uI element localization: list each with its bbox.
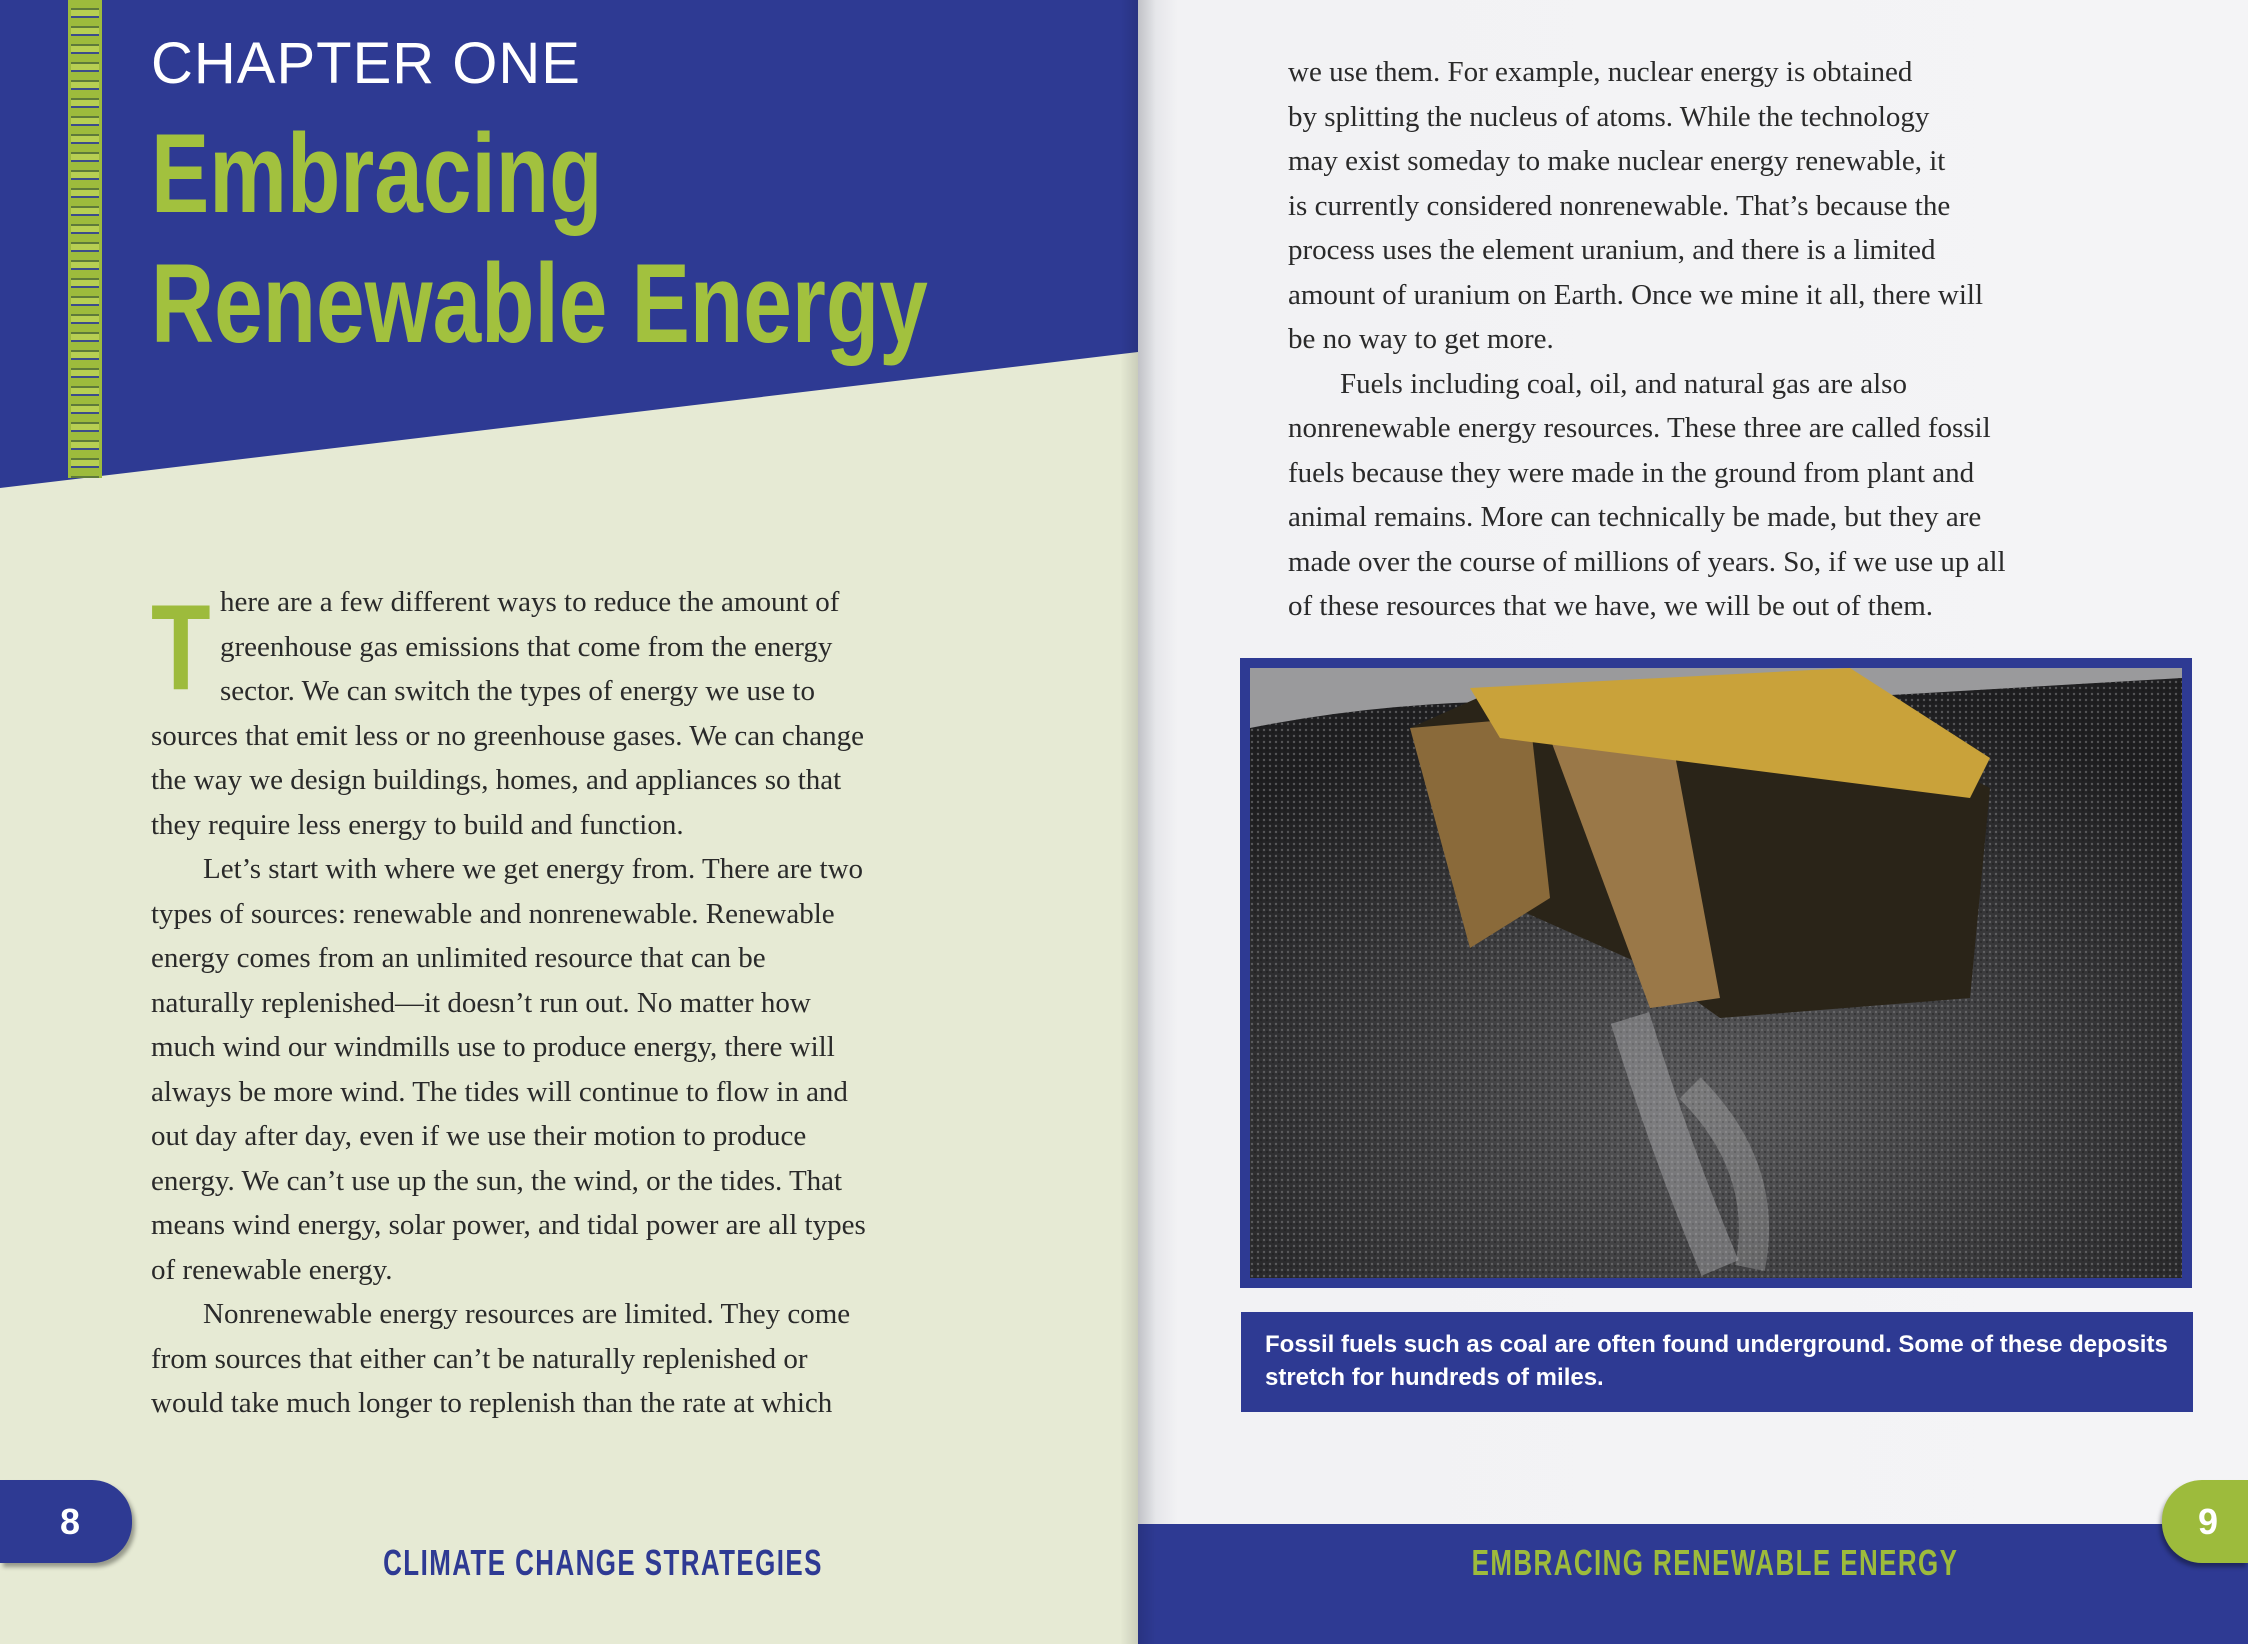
footer-series-title: CLIMATE CHANGE STRATEGIES xyxy=(383,1542,823,1583)
text-line: Fuels including coal, oil, and natural gas are also xyxy=(1340,367,1907,400)
drop-cap: T xyxy=(151,579,211,715)
text-line: by splitting the nucleus of atoms. While the technology xyxy=(1288,100,1930,133)
right-body-text xyxy=(1288,50,2006,629)
text-line: may exist someday to make nuclear energy renewable, it xyxy=(1288,145,1946,177)
text-line: would take much longer to replenish than the rate at which xyxy=(151,1387,833,1419)
text-line: amount of uranium on Earth. Once we mine it all, there will xyxy=(1288,278,1983,311)
book-gutter xyxy=(1120,0,1156,1644)
decorative-border-strip xyxy=(68,0,102,478)
left-body-text xyxy=(151,580,866,1426)
text-line: process uses the element uranium, and there is a limited xyxy=(1288,234,1936,266)
text-line: is currently considered nonrenewable. That’s because the xyxy=(1288,189,1951,222)
coal-bucket-photo xyxy=(1240,658,2192,1288)
text-line: the way we design buildings, homes, and appliances so that xyxy=(151,764,842,796)
text-line: animal remains. More can technically be made, but they are xyxy=(1288,501,1982,533)
text-line: here are a few different ways to reduce the amount of xyxy=(220,586,840,618)
text-line: made over the course of millions of years. So, if we use up all xyxy=(1288,545,2006,578)
page-number-8: 8 xyxy=(0,1480,132,1563)
page-number-9: 9 xyxy=(2162,1480,2248,1563)
text-line: from sources that either can’t be naturally replenished or xyxy=(151,1342,808,1375)
text-line: they require less energy to build and function. xyxy=(151,808,684,841)
text-line: always be more wind. The tides will continue to flow in and xyxy=(151,1075,848,1108)
text-line: fuels because they were made in the ground from plant and xyxy=(1288,456,1975,489)
text-line: of these resources that we have, we will be out of them. xyxy=(1288,590,1934,622)
chapter-label: CHAPTER ONE xyxy=(151,31,581,96)
text-line: energy. We can’t use up the sun, the wind, or the tides. That xyxy=(151,1164,843,1197)
chapter-title-line-2: Renewable Energy xyxy=(151,241,928,366)
footer-chapter-title: EMBRACING RENEWABLE ENERGY xyxy=(1471,1542,1959,1583)
chapter-title-line-1: Embracing xyxy=(151,111,603,236)
text-line: sources that emit less or no greenhouse gases. We can change xyxy=(151,719,865,752)
text-line: much wind our windmills use to produce energy, there will xyxy=(151,1031,835,1063)
text-line: naturally replenished—it doesn’t run out. No matter how xyxy=(151,986,811,1019)
text-line: energy comes from an unlimited resource that can be xyxy=(151,942,766,974)
coal-photo-image xyxy=(1250,668,2182,1278)
text-line: greenhouse gas emissions that come from the energy xyxy=(220,630,833,663)
text-line: be no way to get more. xyxy=(1288,323,1554,355)
text-line: we use them. For example, nuclear energy is obtained xyxy=(1288,56,1913,88)
text-line: Let’s start with where we get energy from. There are two xyxy=(203,853,864,885)
text-line: types of sources: renewable and nonrenewable. Renewable xyxy=(151,897,835,930)
text-line: nonrenewable energy resources. These three are called fossil xyxy=(1288,412,1991,444)
text-line: Nonrenewable energy resources are limited. They come xyxy=(203,1298,851,1330)
text-line: means wind energy, solar power, and tidal power are all types xyxy=(151,1209,866,1241)
text-line: out day after day, even if we use their motion to produce xyxy=(151,1120,807,1152)
text-line: of renewable energy. xyxy=(151,1253,393,1286)
photo-caption: Fossil fuels such as coal are often found underground. Some of these deposits stretch for hundreds of miles. xyxy=(1241,1312,2193,1412)
text-line: sector. We can switch the types of energy we use to xyxy=(220,675,815,707)
